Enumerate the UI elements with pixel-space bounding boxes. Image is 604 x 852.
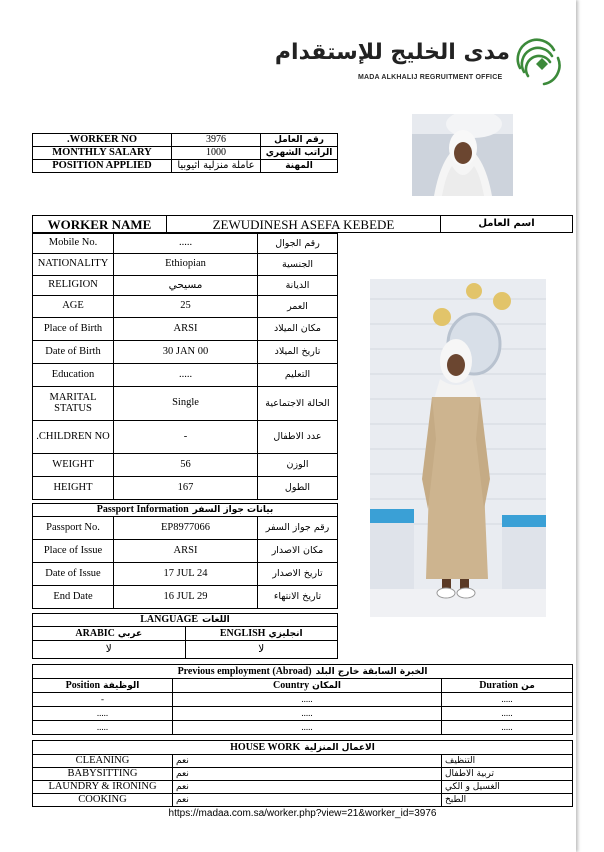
- language-names-row: [33, 627, 338, 641]
- prev-row: [33, 707, 573, 721]
- house-header-row: [33, 741, 573, 755]
- house-label-en: BABYSITTING: [33, 768, 173, 781]
- language-values-row: [33, 641, 338, 659]
- detail-label-en: Place of Birth: [33, 318, 114, 341]
- passport-label-ar: مكان الاصدار: [258, 540, 338, 563]
- detail-value: 25: [114, 296, 258, 318]
- house-value: نعم: [173, 755, 442, 768]
- detail-label-en: RELIGION: [33, 276, 114, 296]
- detail-value: .....: [114, 234, 258, 254]
- summary-value: 3976: [172, 134, 261, 147]
- prev-position: .....: [33, 707, 173, 721]
- language-table: [32, 613, 338, 659]
- house-row: [33, 781, 573, 794]
- worker-full-photo: [370, 279, 546, 617]
- detail-row: [33, 421, 338, 454]
- prev-header-en: Previous employment (Abroad): [177, 665, 312, 677]
- prev-col-position: [33, 679, 173, 693]
- detail-row: [33, 276, 338, 296]
- house-value: نعم: [173, 794, 442, 807]
- worker-summary-table: [32, 133, 338, 173]
- passport-row: [33, 540, 338, 563]
- detail-label-ar: الجنسية: [258, 254, 338, 276]
- passport-header: [33, 504, 338, 517]
- language-header-row: [33, 614, 338, 627]
- house-label-en: COOKING: [33, 794, 173, 807]
- worker-name-table: [32, 215, 573, 233]
- prev-country: .....: [173, 721, 442, 735]
- detail-value: 167: [114, 477, 258, 500]
- prev-duration: .....: [442, 707, 573, 721]
- detail-value: ARSI: [114, 318, 258, 341]
- passport-row: [33, 563, 338, 586]
- prev-col-country-ar: المكان: [312, 680, 341, 691]
- summary-row: [33, 160, 338, 173]
- prev-col-country-en: Country: [273, 679, 310, 691]
- summary-label-ar: الراتب الشهري: [261, 147, 338, 160]
- detail-label-ar: العمر: [258, 296, 338, 318]
- house-value: نعم: [173, 768, 442, 781]
- house-header-en: HOUSE WORK: [230, 741, 301, 753]
- passport-value: 17 JUL 24: [114, 563, 258, 586]
- brand-name-english: MADA ALKHALIJ REGRUITMENT OFFICE: [358, 74, 503, 81]
- worker-name-label-ar: اسم العامل: [441, 216, 573, 233]
- worker-name-value: ZEWUDINESH ASEFA KEBEDE: [167, 216, 441, 233]
- prev-col-position-ar: الوظيفة: [103, 680, 140, 691]
- house-header: [33, 741, 573, 755]
- summary-row: [33, 147, 338, 160]
- house-header-ar: الاعمال المنزلية: [304, 742, 375, 753]
- house-label-en: CLEANING: [33, 755, 173, 768]
- language-english-header: [185, 627, 338, 641]
- summary-label-en: .WORKER NO: [33, 134, 172, 147]
- house-label-ar: الطبخ: [442, 794, 573, 807]
- passport-header-en: Passport Information: [96, 504, 189, 515]
- prev-row: [33, 693, 573, 707]
- language-arabic-ar: عربي: [117, 628, 143, 639]
- previous-employment-table: [32, 664, 573, 735]
- prev-columns-row: [33, 679, 573, 693]
- house-label-ar: الغسيل و الكي: [442, 781, 573, 794]
- detail-label-en: WEIGHT: [33, 454, 114, 477]
- summary-row: [33, 134, 338, 147]
- footer-url: https://madaa.com.sa/worker.php?view=21&worker_id=3976: [168, 808, 437, 819]
- detail-label-ar: مكان الميلاد: [258, 318, 338, 341]
- summary-label-en: MONTHLY SALARY: [33, 147, 172, 160]
- prev-col-duration-ar: من: [521, 680, 535, 691]
- worker-portrait-photo: [412, 114, 513, 196]
- detail-label-ar: الطول: [258, 477, 338, 500]
- brand-logo: [274, 38, 570, 88]
- brand-name-arabic: مدى الخليج للإستقدام: [274, 40, 510, 65]
- detail-value: Ethiopian: [114, 254, 258, 276]
- language-arabic-en: ARABIC: [75, 627, 115, 639]
- passport-row: [33, 517, 338, 540]
- brand-mark-icon: [514, 38, 562, 86]
- prev-col-position-en: Position: [65, 679, 101, 691]
- house-label-en: LAUNDRY & IRONING: [33, 781, 173, 794]
- passport-header-ar: بيانات جواز السفر: [192, 505, 274, 515]
- detail-row: [33, 387, 338, 421]
- detail-label-ar: تاريخ الميلاد: [258, 341, 338, 364]
- passport-label-ar: تاريخ الانتهاء: [258, 586, 338, 609]
- detail-label-ar: الوزن: [258, 454, 338, 477]
- passport-value: 16 JUL 29: [114, 586, 258, 609]
- detail-label-en: .CHILDREN NO: [33, 421, 114, 454]
- prev-country: .....: [173, 693, 442, 707]
- detail-row: [33, 477, 338, 500]
- detail-label-ar: الحالة الاجتماعية: [258, 387, 338, 421]
- passport-label-ar: رقم جواز السفر: [258, 517, 338, 540]
- prev-row: [33, 721, 573, 735]
- house-row: [33, 794, 573, 807]
- language-english-en: ENGLISH: [219, 627, 266, 639]
- detail-label-en: MARITAL STATUS: [33, 387, 114, 421]
- passport-header-row: [33, 504, 338, 517]
- detail-label-en: Mobile No.: [33, 234, 114, 254]
- language-header-ar: اللغات: [202, 615, 230, 625]
- detail-value: 56: [114, 454, 258, 477]
- detail-row: [33, 234, 338, 254]
- detail-label-en: Date of Birth: [33, 341, 114, 364]
- detail-label-en: NATIONALITY: [33, 254, 114, 276]
- prev-col-country: [173, 679, 442, 693]
- detail-row: [33, 341, 338, 364]
- prev-position: .....: [33, 721, 173, 735]
- prev-header-row: [33, 665, 573, 679]
- passport-label-en: Place of Issue: [33, 540, 114, 563]
- summary-value: عاملة منزلية اثيوبيا: [172, 160, 261, 173]
- detail-value: مسيحي: [114, 276, 258, 296]
- house-label-ar: تربية الاطفال: [442, 768, 573, 781]
- passport-label-ar: تاريخ الاصدار: [258, 563, 338, 586]
- worker-name-label-en: WORKER NAME: [33, 216, 167, 233]
- house-label-ar: التنظيف: [442, 755, 573, 768]
- house-work-table: [32, 740, 573, 807]
- detail-label-en: AGE: [33, 296, 114, 318]
- detail-label-ar: الديانة: [258, 276, 338, 296]
- summary-label-ar: المهنة: [261, 160, 338, 173]
- detail-label-ar: عدد الاطفال: [258, 421, 338, 454]
- prev-col-duration-en: Duration: [479, 679, 519, 691]
- passport-row: [33, 586, 338, 609]
- passport-label-en: End Date: [33, 586, 114, 609]
- detail-label-en: HEIGHT: [33, 477, 114, 500]
- worker-details-table: [32, 233, 338, 500]
- detail-value: -: [114, 421, 258, 454]
- detail-row: [33, 296, 338, 318]
- prev-col-duration: [442, 679, 573, 693]
- detail-label-en: Education: [33, 364, 114, 387]
- language-arabic-header: [33, 627, 186, 641]
- summary-label-en: POSITION APPLIED: [33, 160, 172, 173]
- language-arabic-value: لا: [33, 641, 186, 659]
- prev-duration: .....: [442, 721, 573, 735]
- detail-value: Single: [114, 387, 258, 421]
- prev-duration: .....: [442, 693, 573, 707]
- prev-header-ar: الخبرة السابقة خارج البلد: [315, 666, 428, 677]
- detail-label-ar: التعليم: [258, 364, 338, 387]
- language-header-en: LANGUAGE: [140, 614, 199, 625]
- prev-country: .....: [173, 707, 442, 721]
- detail-row: [33, 454, 338, 477]
- language-header: [33, 614, 338, 627]
- detail-row: [33, 254, 338, 276]
- detail-value: .....: [114, 364, 258, 387]
- summary-value: 1000: [172, 147, 261, 160]
- detail-value: 30 JAN 00: [114, 341, 258, 364]
- passport-value: EP8977066: [114, 517, 258, 540]
- prev-position: -: [33, 693, 173, 707]
- prev-header: [33, 665, 573, 679]
- house-value: نعم: [173, 781, 442, 794]
- passport-value: ARSI: [114, 540, 258, 563]
- language-english-ar: انجليزي: [268, 628, 303, 639]
- summary-label-ar: رقم العامل: [261, 134, 338, 147]
- detail-row: [33, 364, 338, 387]
- detail-label-ar: رقم الجوال: [258, 234, 338, 254]
- house-row: [33, 768, 573, 781]
- passport-table: [32, 503, 338, 609]
- house-row: [33, 755, 573, 768]
- language-english-value: لا: [185, 641, 338, 659]
- detail-row: [33, 318, 338, 341]
- passport-label-en: Date of Issue: [33, 563, 114, 586]
- passport-label-en: Passport No.: [33, 517, 114, 540]
